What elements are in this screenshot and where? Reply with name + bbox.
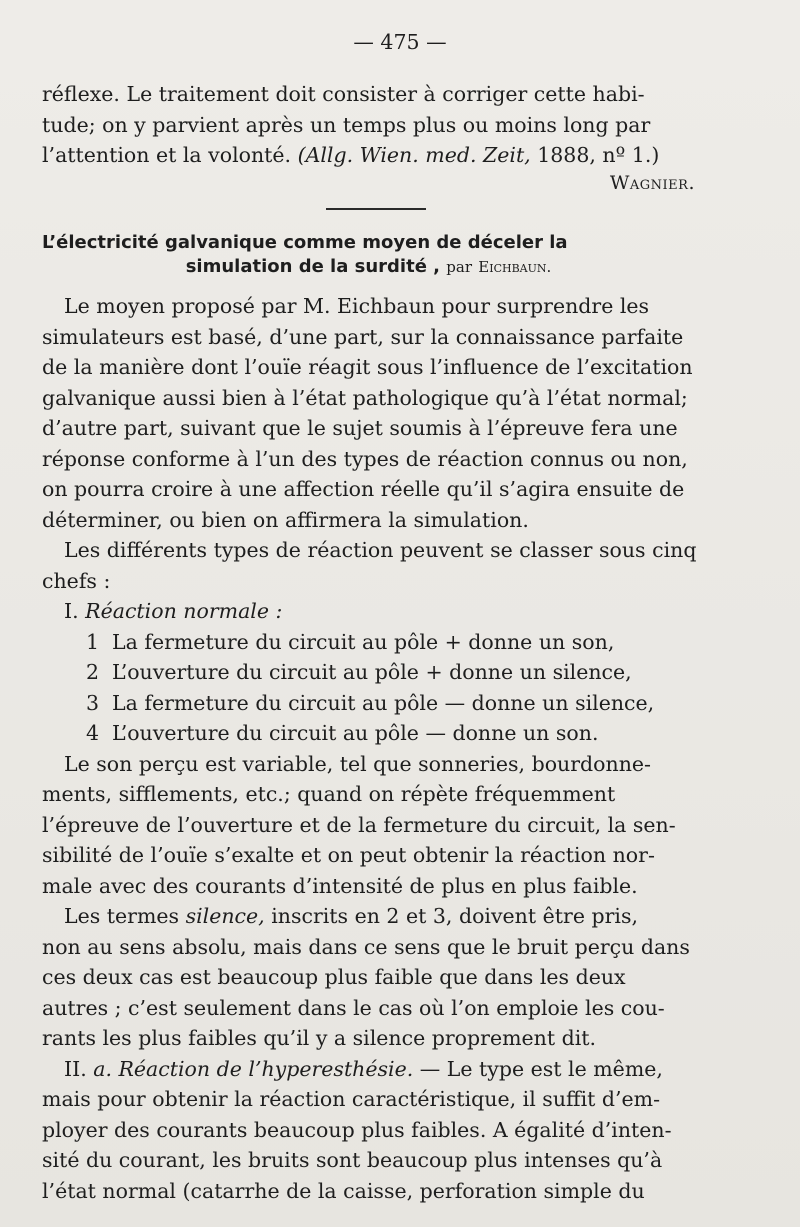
- text-line: l’état normal (catarrhe de la caisse, perforation simple du: [42, 1178, 645, 1203]
- text-line: ployer des courants beaucoup plus faibles. A égalité d’inten-: [42, 1117, 672, 1142]
- section-title: I. Réaction normale :: [64, 599, 283, 623]
- text-line: Les différents types de réaction peuvent se classer sous cinq: [64, 538, 697, 562]
- text-line: d’autre part, suivant que le sujet soumis à l’épreuve fera une: [42, 416, 678, 440]
- text-line: non au sens absolu, mais dans ce sens que le bruit perçu dans: [42, 934, 690, 959]
- text-line: galvanique aussi bien à l’état pathologique qu’à l’état normal;: [42, 385, 688, 410]
- list-item: 2 L’ouverture du circuit au pôle + donne un silence,: [86, 660, 632, 684]
- article-heading: [42, 231, 695, 279]
- list-item: 3 La fermeture du circuit au pôle — donne un silence,: [86, 690, 655, 715]
- text-line: réflexe. Le traitement doit consister à corriger cette habi-: [42, 82, 645, 106]
- heading-line: L’électricité galvanique comme moyen de déceler la: [42, 232, 568, 253]
- text-line: sité du courant, les bruits sont beaucoup plus intenses qu’à: [42, 1148, 663, 1172]
- text-line: rants les plus faibles qu’il y a silence proprement dit.: [42, 1026, 597, 1050]
- list-item: 4 L’ouverture du circuit au pôle — donne un son.: [86, 721, 599, 745]
- page-number: — 475 —: [353, 30, 447, 54]
- closing-paragraph: [42, 79, 695, 171]
- citation: (Allg. Wien. med. Zeit,: [297, 143, 531, 167]
- text-line: ces deux cas est beaucoup plus faible que dans les deux: [42, 965, 626, 989]
- text-line: autres ; c’est seulement dans le cas où l’on emploie les cou-: [42, 995, 665, 1020]
- text-line: déterminer, ou bien on affirmera la simulation.: [42, 507, 529, 532]
- text-line: de la manière dont l’ouïe réagit sous l’influence de l’excitation: [42, 355, 693, 379]
- text-line: simulateurs est basé, d’une part, sur la connaissance parfaite: [42, 324, 684, 349]
- text-line: l’épreuve de l’ouverture et de la fermeture du circuit, la sen-: [42, 812, 676, 837]
- text-line: ments, sifflements, etc.; quand on répète fréquemment: [42, 782, 616, 806]
- author-signature: Wagnier.: [609, 172, 695, 194]
- text-line: male avec des courants d’intensité de plus en plus faible.: [42, 873, 638, 898]
- text-line: Le son perçu est variable, tel que sonneries, bourdonne-: [64, 751, 651, 776]
- section-title: II. a. Réaction de l’hyperesthésie. — Le type est le même,: [64, 1056, 663, 1081]
- list-item: 1 La fermeture du circuit au pôle + donne un son,: [86, 629, 615, 654]
- text-line: chefs :: [42, 568, 111, 593]
- text-line: l’attention et la volonté. (Allg. Wien. med. Zeit, 1888, nº 1.): [42, 140, 695, 171]
- text-line: on pourra croire à une affection réelle qu’il s’agira ensuite de: [42, 477, 685, 501]
- text-line: mais pour obtenir la réaction caractéristique, il suffit d’em-: [42, 1087, 661, 1111]
- text-line: Le moyen proposé par M. Eichbaun pour surprendre les: [64, 294, 650, 318]
- text-line: sibilité de l’ouïe s’exalte et on peut obtenir la réaction nor-: [42, 843, 655, 867]
- text-line: tude; on y parvient après un temps plus ou moins long par: [42, 112, 651, 137]
- text-line: Les termes silence, inscrits en 2 et 3, doivent être pris,: [64, 904, 638, 928]
- heading-line: simulation de la surdité , par Eichbaun.: [185, 256, 552, 277]
- section-divider: [326, 208, 426, 210]
- heading-author: Eichbaun.: [478, 258, 552, 276]
- text-line: réponse conforme à l’un des types de réaction connus ou non,: [42, 446, 688, 471]
- article-body: [42, 291, 695, 1206]
